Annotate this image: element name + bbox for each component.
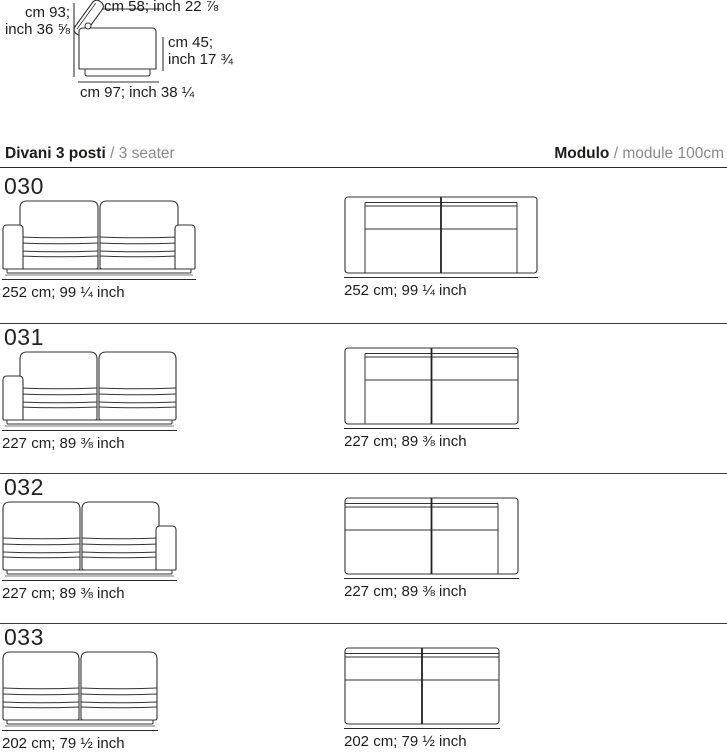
top-view-figure	[344, 347, 519, 450]
sofa-front-drawing	[2, 501, 177, 577]
model-section-031	[0, 323, 727, 474]
model-code: 031	[4, 324, 44, 350]
height-dimension-label	[0, 4, 70, 38]
seat-height-dimension-label	[168, 34, 233, 68]
model-section-032	[0, 473, 727, 624]
top-view-figure	[344, 647, 500, 750]
front-width-label: 252 cm; 99 ¼ inch	[2, 279, 196, 301]
top-width-label: 202 cm; 79 ½ inch	[344, 728, 500, 750]
category-title	[5, 145, 175, 163]
depth-dimension-label: cm 97; inch 38 ¼	[80, 84, 195, 101]
sofa-side-view-diagram	[0, 0, 260, 110]
sofa-top-drawing	[344, 647, 500, 725]
module-title-it: Modulo	[554, 145, 610, 162]
front-width-label: 227 cm; 89 ⅜ inch	[2, 430, 177, 452]
module-title	[554, 145, 724, 163]
model-code: 032	[4, 474, 44, 500]
front-view-figure	[2, 351, 177, 452]
front-width-label: 202 cm; 79 ½ inch	[2, 730, 158, 752]
list-header	[0, 145, 727, 168]
sofa-front-drawing	[2, 351, 177, 427]
front-width-label: 227 cm; 89 ⅜ inch	[2, 580, 177, 602]
sofa-top-drawing	[344, 497, 519, 575]
model-section-030	[0, 173, 727, 323]
front-view-figure	[2, 651, 158, 752]
model-code: 033	[4, 624, 44, 650]
sofa-front-drawing	[2, 200, 196, 276]
top-width-label: 227 cm; 89 ⅜ inch	[344, 578, 519, 600]
top-width-label: 227 cm; 89 ⅜ inch	[344, 428, 519, 450]
seat-height-cm: cm 45;	[168, 34, 214, 51]
front-view-figure	[2, 200, 196, 301]
back-depth-dimension-label: cm 58; inch 22 ⅞	[104, 0, 219, 15]
front-view-figure	[2, 501, 177, 602]
sofa-front-drawing	[2, 651, 158, 727]
sofa-top-drawing	[344, 347, 519, 425]
model-section-033	[0, 623, 727, 754]
height-inch: inch 36 ⅝	[4, 21, 70, 38]
seat-height-inch: inch 17 ¾	[168, 51, 234, 68]
category-title-en: / 3 seater	[105, 145, 175, 162]
category-title-it: Divani 3 posti	[5, 145, 106, 162]
top-view-figure	[344, 196, 538, 299]
sofa-top-drawing	[344, 196, 538, 274]
module-title-en: / module 100cm	[609, 145, 724, 162]
model-code: 030	[4, 173, 44, 199]
top-view-figure	[344, 497, 519, 600]
height-cm: cm 93;	[24, 4, 70, 21]
top-width-label: 252 cm; 99 ¼ inch	[344, 277, 538, 299]
